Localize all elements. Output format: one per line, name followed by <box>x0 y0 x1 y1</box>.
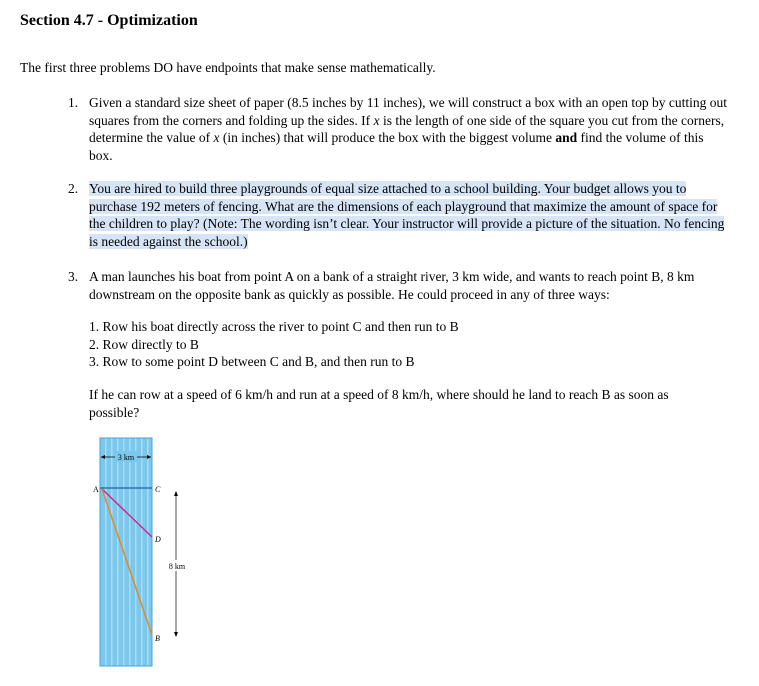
problem-text-part: (in inches) that will produce the box with the biggest volume <box>219 130 556 145</box>
point-a-label: A <box>93 485 99 494</box>
point-c-label: C <box>155 485 161 494</box>
problem-number: 1. <box>68 95 79 110</box>
problem-text <box>89 94 728 164</box>
variable-x: x <box>213 130 220 145</box>
intro-text: The first three problems DO have endpoints that make sense mathematically. <box>20 60 436 75</box>
problem-number: 2. <box>68 181 79 196</box>
problem-text[interactable] <box>89 180 728 250</box>
section-title: Section 4.7 - Optimization <box>20 12 198 29</box>
length-label: 8 km <box>168 562 186 571</box>
option-item: 3. Row to some point D between C and B, and then run to B <box>89 354 415 369</box>
problem-text-part: Given a standard size sheet of paper (8.5 inches by 11 inches), we will construct a box with an open top by cutting out squares from the corners and folding up the sides. If <box>89 95 727 128</box>
river-diagram <box>90 436 200 668</box>
arrow-head <box>174 632 178 637</box>
arrow-head <box>174 491 178 496</box>
problem-3 <box>68 268 728 303</box>
option-item: 1. Row his boat directly across the river to point C and then run to B <box>89 319 459 334</box>
options-list <box>89 318 459 371</box>
problem-text-part: is the length of one side of the square you cut from the corners, determine the value of <box>89 112 725 145</box>
problem-1 <box>68 94 728 164</box>
variable-x: x <box>373 112 380 128</box>
problem-text: A man launches his boat from point A on a bank of a straight river, 3 km wide, and wants to reach point B, 8 km downstream on the opposite bank as quickly as possible. He could proceed in any of three ways: <box>89 269 695 302</box>
problem-question: If he can row at a speed of 6 km/h and run at a speed of 8 km/h, where should he land to reach B as soon as possible? <box>89 387 669 420</box>
river-water <box>100 438 152 666</box>
bold-word: and <box>555 130 578 145</box>
problem-number: 3. <box>68 269 79 284</box>
point-b-label: B <box>155 634 160 643</box>
option-item: 2. Row directly to B <box>89 336 199 352</box>
problem-text-part: find the volume of this box. <box>89 130 704 163</box>
selected-text[interactable]: You are hired to build three playgrounds of equal size attached to a school building. Your budget allows you to purchase 192 meters of fencing. What are the dimensions of each playground that maximize the amount of space for the children to play? (Note: The wording isn’t clear. Your instructor will provide a picture of the situation. No fencing is needed against the school.) <box>89 181 725 249</box>
point-d-label: D <box>155 535 161 544</box>
problem-2 <box>68 180 728 250</box>
river-figure <box>90 436 200 668</box>
width-label: 3 km <box>117 453 135 462</box>
